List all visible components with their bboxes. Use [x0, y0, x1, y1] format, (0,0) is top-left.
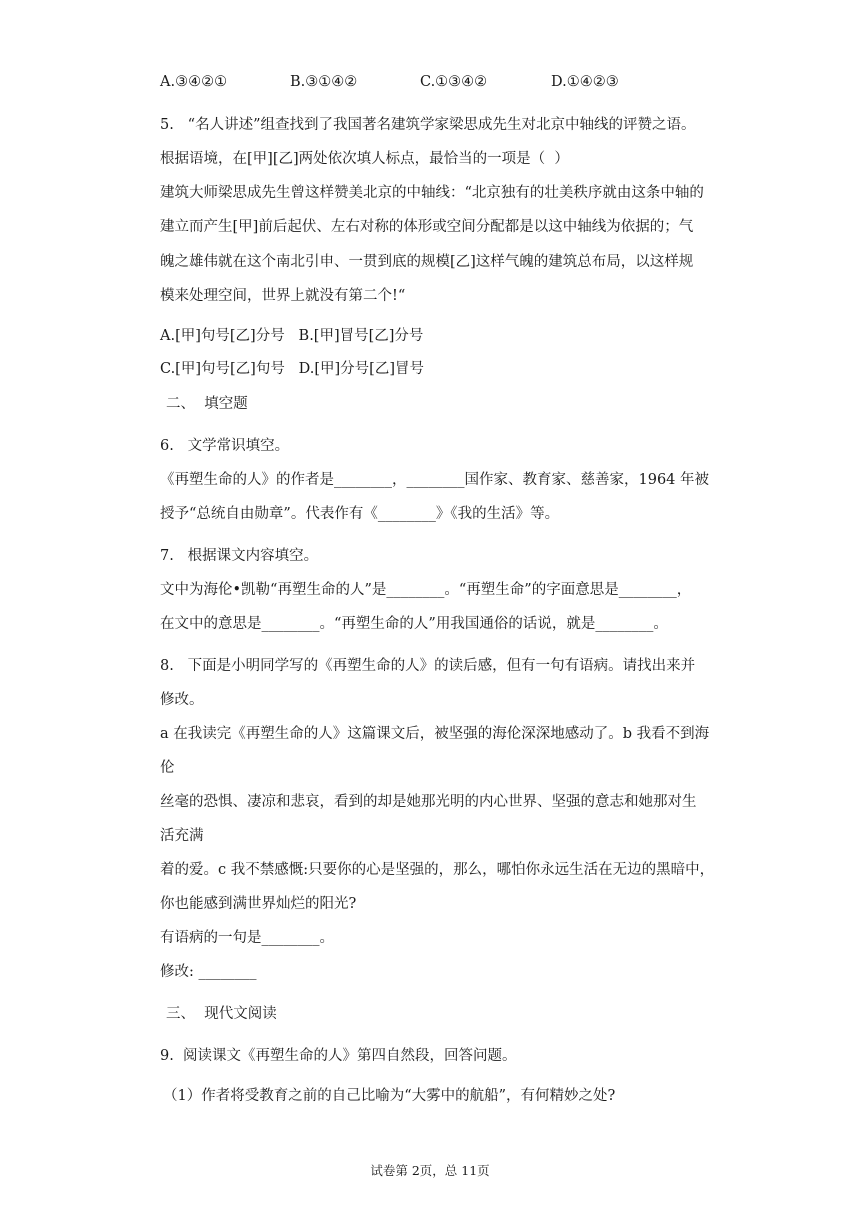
q7-line-1: 文中为海伦•凯勒“再塑生命的人”是________。“再塑生命”的字面意思是________，	[160, 582, 692, 598]
q9-sub-question-1: （1）作者将受教育之前的自己比喻为“大雾中的航船”，有何精妙之处?	[163, 1088, 616, 1104]
q5-quote-1: 建筑大师梁思成先生曾这样赞美北京的中轴线：“北京独有的壮美秩序就由这条中轴的	[160, 185, 704, 201]
q6-line-1: 《再塑生命的人》的作者是________，________国作家、教育家、慈善家，1964 年被	[160, 472, 710, 488]
q5-options-2: C.[甲]句号[乙]句号 D.[甲]分号[乙]冒号	[160, 361, 424, 377]
q8-text-6: 你也能感到满世界灿烂的阳光?	[160, 896, 357, 912]
q8-stem-1: 8. 下面是小明同学写的《再塑生命的人》的读后感，但有一句有语病。请找出来并	[160, 658, 696, 674]
q5-quote-3: 魄之雄伟就在这个南北引申、一贯到底的规模[乙]这样气魄的建筑总布局，以这样规	[160, 254, 694, 270]
q5-stem-2: 根据语境，在[甲][乙]两处依次填人标点，最恰当的一项是（ ）	[160, 151, 569, 167]
option-b: B.③①④②	[290, 74, 358, 90]
q6-line-2: 授予“总统自由勋章”。代表作有《________》《我的生活》等。	[160, 506, 560, 522]
q5-quote-2: 建立而产生[甲]前后起伏、左右对称的体形或空间分配都是以这中轴线为依据的；气	[160, 219, 694, 235]
page-footer: 试卷第 2页，总 11页	[370, 1163, 490, 1178]
section-title-reading: 三、 现代文阅读	[166, 1006, 277, 1022]
q7-line-2: 在文中的意思是________。“再塑生命的人”用我国通俗的话说，就是________。	[160, 616, 668, 632]
q5-stem-1: 5. “名人讲述”组查找到了我国著名建筑学家梁思成先生对北京中轴线的评赞之语。	[160, 117, 696, 133]
q8-text-1: a 在我读完《再塑生命的人》这篇课文后，被坚强的海伦深深地感动了。b 我看不到海	[160, 726, 710, 742]
q8-revision-line: 修改: ________	[160, 964, 257, 980]
q8-text-5: 着的爱。c 我不禁感慨:只要你的心是坚强的，那么，哪怕你永远生活在无边的黑暗中，	[160, 862, 715, 878]
q8-stem-2: 修改。	[160, 692, 204, 708]
q8-text-4: 活充满	[160, 828, 204, 844]
option-a: A.③④②①	[160, 74, 228, 90]
q8-answer-line: 有语病的一句是________。	[160, 930, 334, 946]
section-title-fill-blank: 二、 填空题	[166, 396, 248, 412]
option-c: C.①③④②	[420, 74, 488, 90]
option-d: D.①④②③	[551, 74, 619, 90]
q7-stem: 7. 根据课文内容填空。	[160, 548, 319, 564]
q9-stem: 9. 阅读课文《再塑生命的人》第四自然段，回答问题。	[160, 1048, 517, 1064]
q8-text-3: 丝毫的恐惧、凄凉和悲哀，看到的却是她那光明的内心世界、坚强的意志和她那对生	[160, 794, 697, 810]
q5-quote-4: 模来处理空间，世界上就没有第二个!“	[160, 288, 406, 304]
q5-options-1: A.[甲]句号[乙]分号 B.[甲]冒号[乙]分号	[160, 328, 424, 344]
q8-text-2: 伦	[160, 760, 175, 776]
q6-stem: 6. 文学常识填空。	[160, 438, 290, 454]
